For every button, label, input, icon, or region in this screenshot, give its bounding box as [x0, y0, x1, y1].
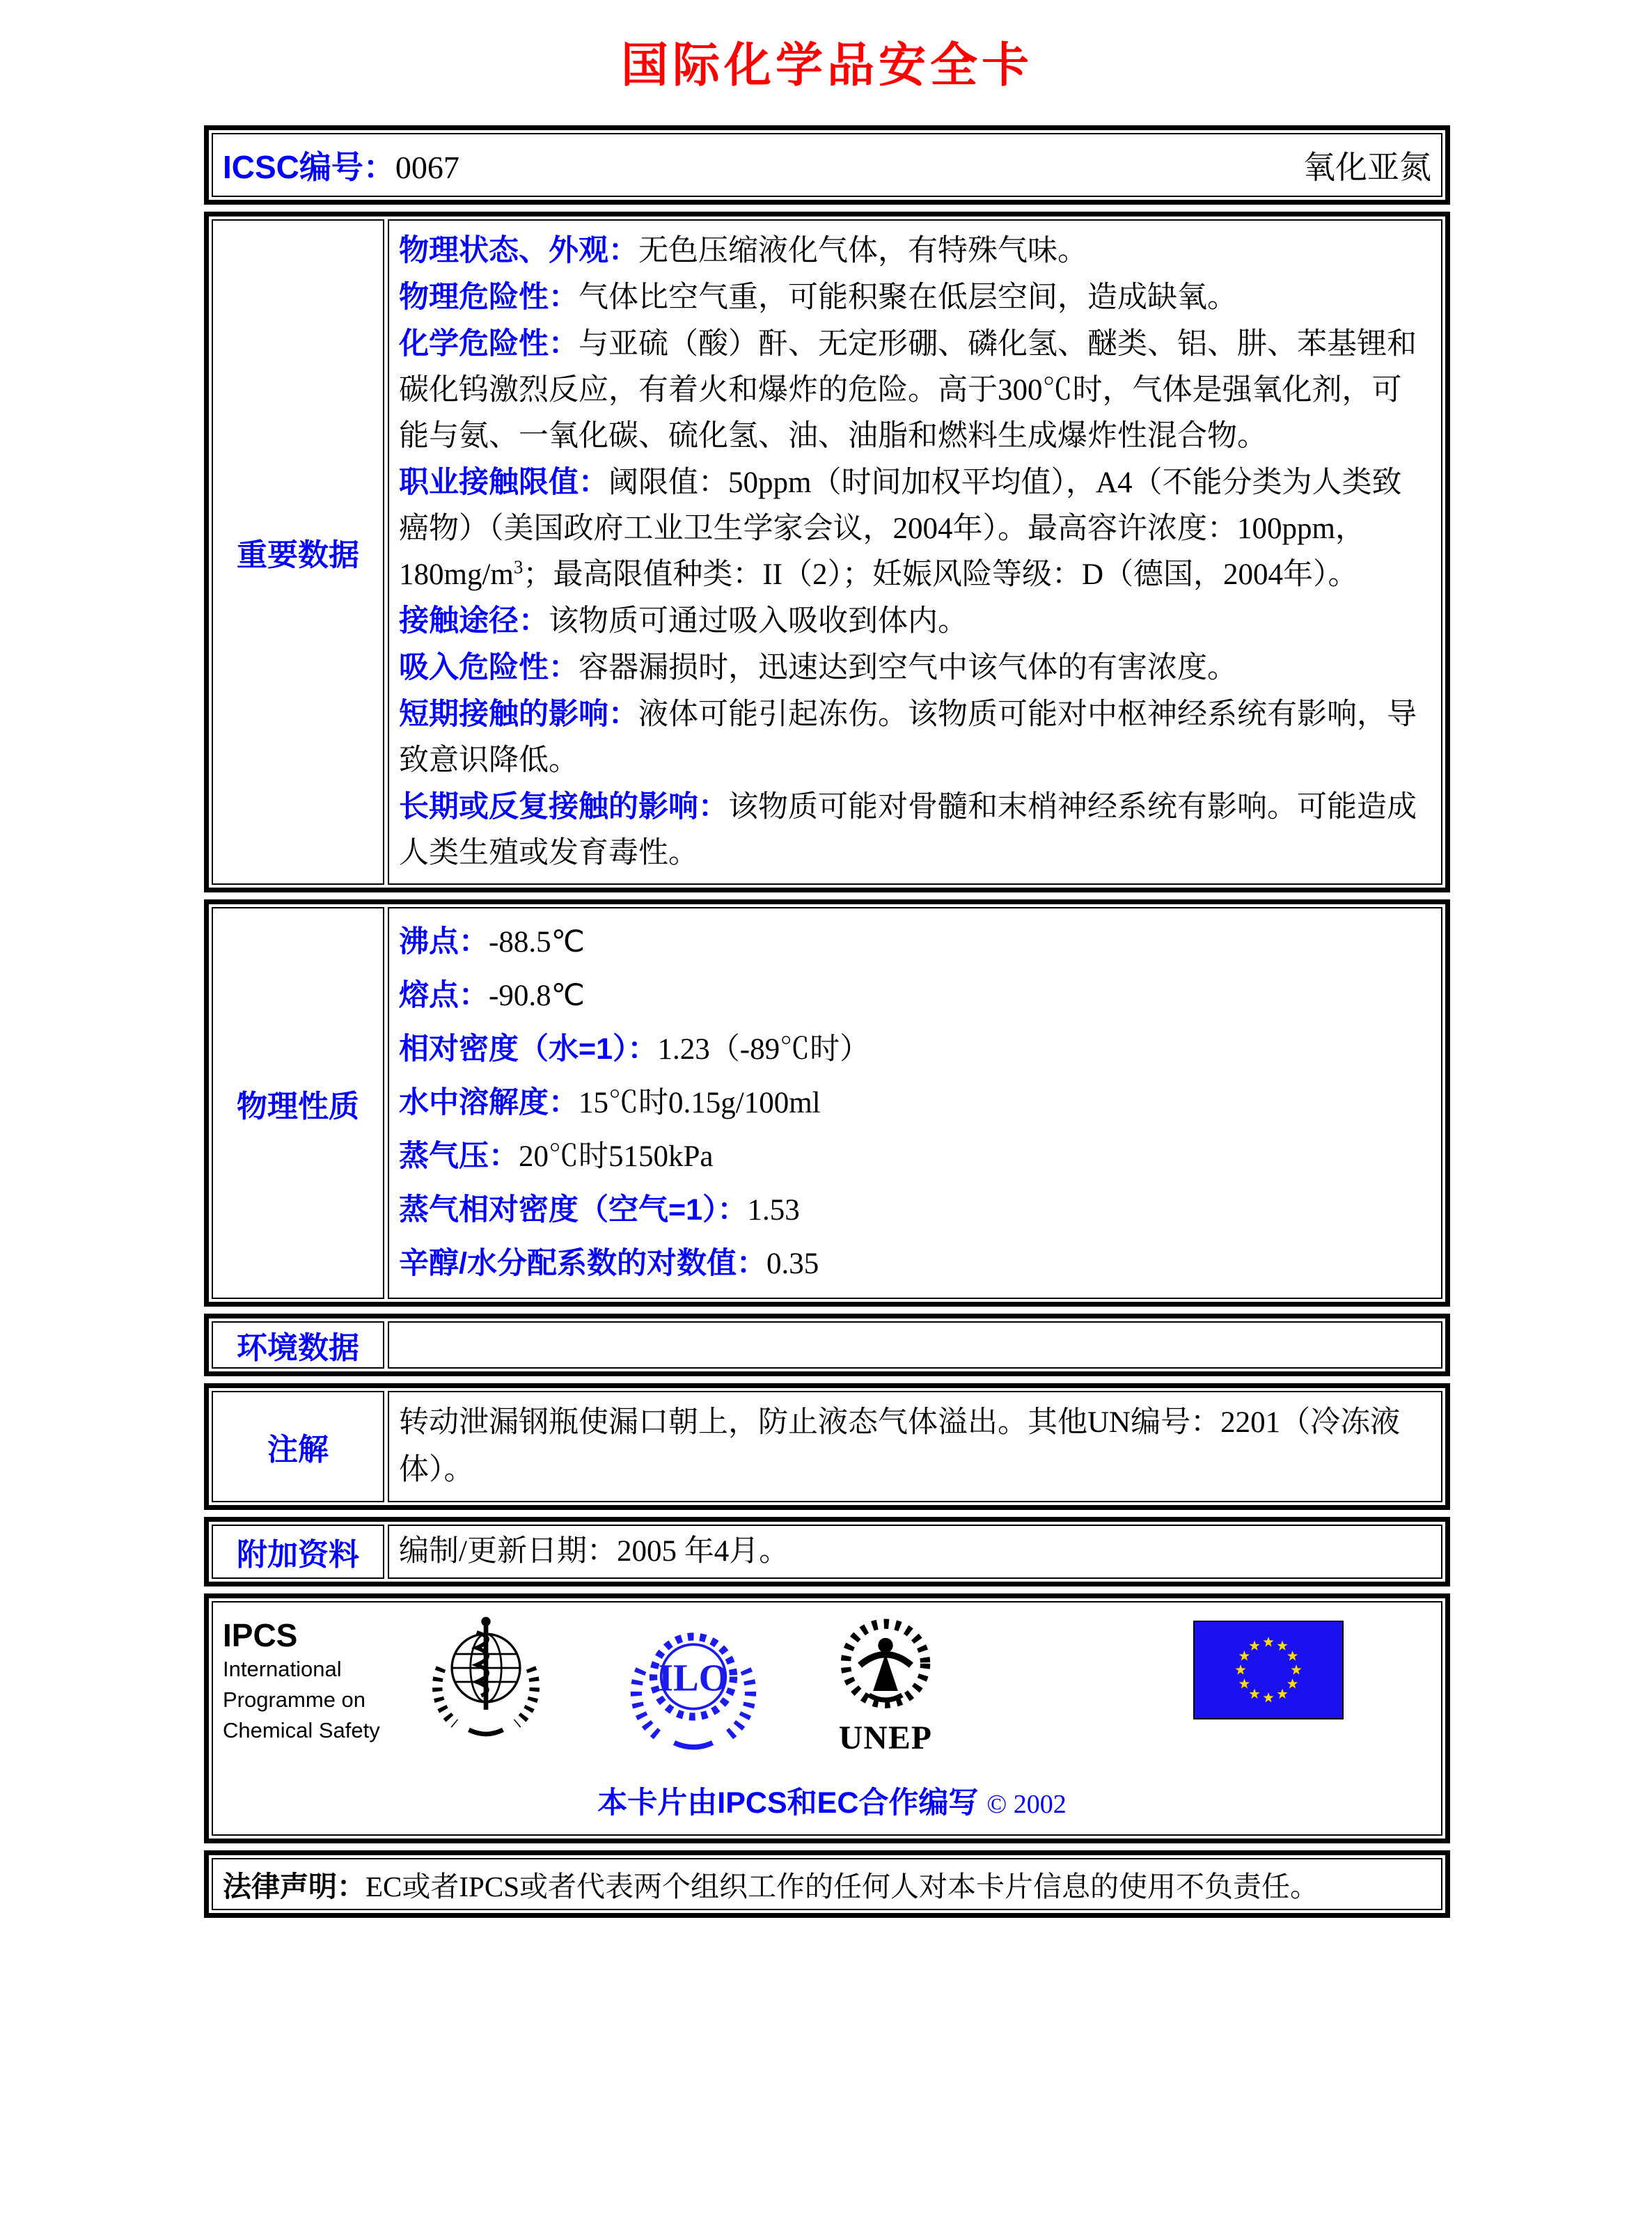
unep-logo-icon	[823, 1612, 948, 1765]
field-label: 短期接触的影响：	[399, 698, 638, 731]
header-section	[204, 125, 1450, 205]
additional-info-text: 编制/更新日期：2005 年4月。	[399, 1535, 789, 1568]
field-label: 职业接触限值：	[399, 466, 608, 499]
notes-section	[204, 1383, 1450, 1510]
field-value: 0.35	[766, 1247, 819, 1280]
ilo-logo-text: ILO	[658, 1656, 729, 1699]
field-label: 熔点：	[399, 979, 489, 1012]
important-data-row	[399, 784, 1431, 876]
physical-properties-content	[388, 907, 1442, 1299]
ipcs-text-block	[223, 1612, 411, 1746]
physical-properties-section	[204, 899, 1450, 1307]
unep-logo-text: UNEP	[838, 1720, 933, 1757]
footer-content	[212, 1601, 1442, 1836]
field-value: 1.53	[747, 1194, 800, 1227]
legal-label: 法律声明：	[223, 1871, 365, 1903]
field-label: 物理状态、外观：	[399, 234, 638, 267]
property-row	[399, 969, 1431, 1023]
caption-text: 本卡片由IPCS和EC合作编写	[597, 1786, 979, 1820]
notes-content	[388, 1391, 1442, 1502]
who-logo-icon	[423, 1612, 549, 1751]
field-label: 化学危险性：	[399, 327, 579, 361]
section-label-physical-properties: 物理性质	[212, 907, 384, 1299]
environmental-data-content	[388, 1321, 1442, 1369]
field-value: 气体比空气重，可能积聚在低层空间，造成缺氧。	[579, 281, 1237, 314]
important-data-row	[399, 321, 1431, 459]
legal-section	[204, 1850, 1450, 1918]
field-value: 1.23（-89℃时）	[657, 1033, 870, 1066]
header-row	[212, 133, 1442, 197]
icsc-number-value: 0067	[395, 150, 459, 185]
footer-caption	[223, 1779, 1441, 1822]
field-label: 水中溶解度：	[399, 1086, 579, 1119]
superscript: 3	[513, 556, 524, 578]
important-data-row	[399, 228, 1431, 274]
legal-text: EC或者IPCS或者代表两个组织工作的任何人对本卡片信息的使用不负责任。	[365, 1871, 1319, 1903]
field-label: 物理危险性：	[399, 281, 579, 314]
field-value: 液体可能引起冻伤。该物质可能对中枢神经系统有影响，导致意识降低。	[399, 698, 1417, 777]
additional-info-section	[204, 1517, 1450, 1587]
ilo-logo-icon	[624, 1612, 763, 1751]
section-label-additional-info: 附加资料	[212, 1525, 384, 1579]
field-value: 该物质可通过吸入吸收到体内。	[549, 605, 968, 638]
ipcs-acronym: IPCS	[223, 1617, 298, 1653]
field-label: 辛醇/水分配系数的对数值：	[399, 1247, 766, 1280]
property-row	[399, 1076, 1431, 1130]
field-value: 该物质可能对骨髓和末梢神经系统有影响。可能造成人类生殖或发育毒性。	[399, 791, 1417, 869]
ipcs-line: Programme on	[223, 1687, 366, 1712]
icsc-card	[204, 125, 1450, 1925]
logos-row	[223, 1612, 1441, 1765]
substance-name: 氧化亚氮	[1303, 150, 1431, 185]
field-value: 阈限值：50ppm（时间加权平均值），A4（不能分类为人类致癌物）（美国政府工业卫生学家会议，2004年）。最高容许浓度：100ppm，180mg/m	[399, 466, 1402, 591]
environmental-data-section	[204, 1314, 1450, 1376]
field-label: 蒸气相对密度（空气=1）：	[399, 1193, 748, 1227]
field-value: -90.8℃	[489, 979, 585, 1012]
section-label-important-data: 重要数据	[212, 219, 384, 885]
property-row	[399, 1183, 1431, 1237]
property-row	[399, 1023, 1431, 1076]
important-data-row	[399, 691, 1431, 784]
legal-row	[212, 1858, 1442, 1910]
field-value: 无色压缩液化气体，有特殊气味。	[638, 235, 1087, 267]
section-label-notes: 注解	[212, 1391, 384, 1502]
field-label: 沸点：	[399, 925, 489, 959]
caption-year: © 2002	[986, 1790, 1067, 1819]
field-value: 20℃时5150kPa	[519, 1140, 714, 1173]
field-value: 与亚硫（酸）酐、无定形硼、磷化氢、醚类、铝、肼、苯基锂和碳化钨激烈反应，有着火和爆炸的危险。高于300℃时，气体是强氧化剂，可能与氨、一氧化碳、硫化氢、油、油脂和燃料生成爆炸性混合物。	[399, 328, 1417, 452]
page-title: 国际化学品安全卡	[620, 39, 1033, 92]
ipcs-line: International	[223, 1657, 342, 1681]
field-value: 15℃时0.15g/100ml	[579, 1087, 821, 1119]
field-label: 接触途径：	[399, 604, 549, 638]
important-data-section	[204, 212, 1450, 892]
important-data-row	[399, 274, 1431, 321]
important-data-row	[399, 459, 1431, 598]
field-value-cont: ；最高限值种类：II（2）；妊娠风险等级：D（德国，2004年）。	[523, 558, 1358, 591]
field-label: 长期或反复接触的影响：	[399, 790, 728, 824]
field-label: 吸入危险性：	[399, 651, 579, 684]
important-data-row	[399, 645, 1431, 691]
property-row	[399, 1237, 1431, 1291]
ipcs-line: Chemical Safety	[223, 1718, 380, 1742]
footer-section	[204, 1593, 1450, 1843]
field-value: -88.5℃	[489, 926, 585, 959]
field-label: 相对密度（水=1）：	[399, 1032, 658, 1066]
important-data-content	[388, 219, 1442, 885]
important-data-row	[399, 598, 1431, 645]
icsc-number-group	[223, 142, 459, 188]
notes-text: 转动泄漏钢瓶使漏口朝上，防止液态气体溢出。其他UN编号：2201（冷冻液体）。	[399, 1406, 1401, 1486]
field-label: 蒸气压：	[399, 1140, 519, 1173]
property-row	[399, 915, 1431, 969]
section-label-environmental-data: 环境数据	[212, 1321, 384, 1369]
property-row	[399, 1130, 1431, 1183]
icsc-number-label: ICSC编号：	[223, 149, 395, 185]
additional-info-content	[388, 1525, 1442, 1579]
eu-flag-icon	[1193, 1621, 1344, 1719]
field-value: 容器漏损时，迅速达到空气中该气体的有害浓度。	[579, 652, 1237, 684]
